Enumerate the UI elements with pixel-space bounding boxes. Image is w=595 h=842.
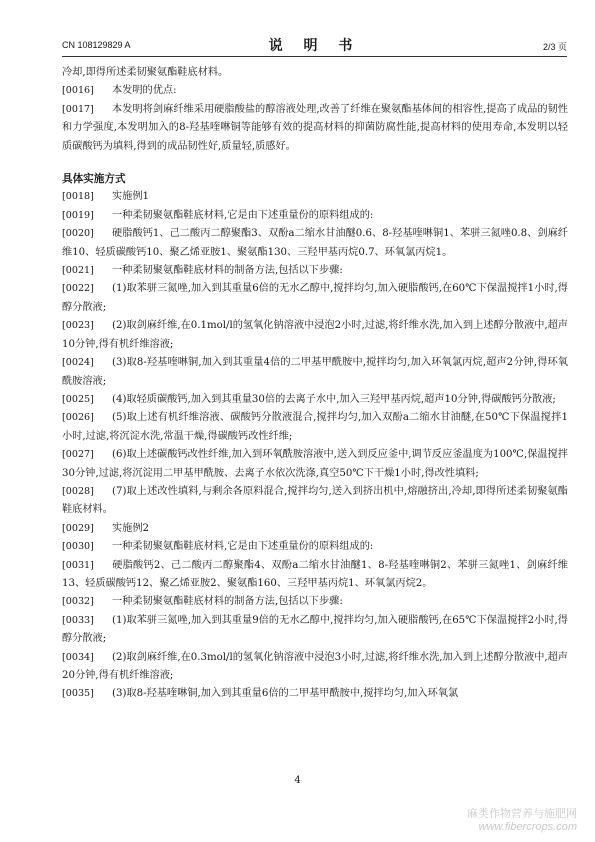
paragraph: [62, 354, 568, 391]
watermark: [467, 808, 577, 834]
paragraph-number: [0031]: [62, 559, 94, 571]
page-number: 4: [294, 775, 301, 786]
paragraph: [62, 64, 568, 82]
paragraph-number: [0025]: [62, 393, 94, 405]
paragraph-text: 一种柔韧聚氨酯鞋底材料,它是由下述重量份的原料组成的:: [112, 209, 374, 221]
paragraph: [62, 262, 568, 280]
paragraph-number: [0034]: [62, 651, 94, 663]
paragraph-text: 一种柔韧聚氨酯鞋底材料,它是由下述重量份的原料组成的:: [112, 541, 374, 553]
paragraph-number: [0032]: [62, 596, 94, 608]
page-fraction: 2/3 页: [542, 42, 567, 52]
paragraph-number: [0018]: [62, 191, 94, 203]
paragraph-number: [0026]: [62, 412, 94, 424]
paragraph-text: 冷却,即得所述柔韧聚氨酯鞋底材料。: [62, 67, 229, 78]
paragraph-number: [0021]: [62, 265, 94, 277]
paragraph: [62, 101, 568, 156]
paragraph-number: [0019]: [62, 209, 94, 221]
document-title: 说 明 书: [268, 38, 361, 54]
paragraph-text: (3)取8-羟基喹啉铜,加入到其重量4倍的二甲基甲酰胺中,搅拌均匀,加入环氧氯丙烷,超声2分钟,得环氧酰胺溶液;: [62, 357, 568, 387]
paragraph-text: 实施例1: [112, 191, 150, 203]
paragraph: [62, 82, 568, 100]
paragraph-number: [0016]: [62, 85, 94, 97]
paragraph-number: [0027]: [62, 449, 94, 461]
paragraph-text: 一种柔韧聚氨酯鞋底材料的制备方法,包括以下步骤:: [112, 265, 343, 277]
paragraph: [62, 593, 568, 611]
paragraph-text: (7)取上述改性填料,与剩余各原料混合,搅拌均匀,送入到挤出机中,熔融挤出,冷却,即得所述柔韧聚氨酯鞋底材料。: [62, 485, 568, 516]
paragraph-text: 硬脂酸钙2、己二酸丙二醇聚酯4、双酚a二缩水甘油醚1、8-羟基喹啉铜2、苯骈三氮唑1、剑麻纤维13、轻质碳酸钙12、聚乙烯亚胺2、聚氨酯160、三羟甲基丙烷1、环氧氯丙烷2。: [62, 559, 568, 589]
paragraph: [62, 520, 568, 538]
paragraph-text: (1)取苯骈三氮唑,加入到其重量6倍的无水乙醇中,搅拌均匀,加入硬脂酸钙,在60℃下保温搅拌1小时,得醇分散液;: [62, 283, 568, 313]
paragraph-number: [0028]: [62, 485, 94, 497]
paragraph-text: (4)取轻质碳酸钙,加入到其重量30倍的去离子水中,加入三羟甲基丙烷,超声10分钟,得碳酸钙分散液;: [112, 393, 556, 405]
paragraph: [62, 612, 568, 649]
paragraph-text: (3)取8-羟基喹啉铜,加入到其重量6倍的二甲基甲酰胺中,搅拌均匀,加入环氧氯: [112, 688, 459, 700]
paragraph-text: 本发明将剑麻纤维采用硬脂酸盐的醇溶液处理,改善了纤维在聚氨酯基体间的相容性,提高了成品的韧性和力学强度,本发明加入的8-羟基喹啉铜等能够有效的提高材料的抑菌防腐性能,提高材料的使用寿命,本发明以轻质碳酸钙为填料,得到的成品韧性好,质量轻,质感好。: [62, 103, 568, 152]
paragraph-text: 硬脂酸钙1、己二酸丙二醇聚酯3、双酚a二缩水甘油醚0.6、8-羟基喹啉铜1、苯骈三氮唑0.8、剑麻纤维10、轻质碳酸钙10、聚乙烯亚胺1、聚氨酯130、三羟甲基丙烷0.7、环氧氯丙烷1。: [62, 228, 568, 258]
paragraph-number: [0017]: [62, 103, 94, 115]
document-number: CN 108129829 A: [62, 40, 131, 50]
paragraph: [62, 557, 568, 594]
paragraph: [62, 649, 568, 686]
paragraph-number: [0020]: [62, 228, 94, 240]
watermark-site-name: 麻类作物营养与施肥网: [467, 808, 577, 820]
paragraph-number: [0035]: [62, 688, 94, 700]
paragraph: [62, 317, 568, 354]
section-heading: [62, 170, 568, 188]
paragraph-text: 实施例2: [112, 522, 150, 534]
paragraph: [62, 207, 568, 225]
document-body: [62, 64, 568, 704]
paragraph: [62, 280, 568, 317]
paragraph-text: (2)取剑麻纤维,在0.1mol/l的氢氧化钠溶液中浸泡2小时,过滤,将纤维水洗,加入到上述醇分散液中,超声10分钟,得有机纤维溶液;: [62, 320, 568, 350]
paragraph-number: [0033]: [62, 614, 94, 626]
paragraph-text: 一种柔韧聚氨酯鞋底材料的制备方法,包括以下步骤:: [112, 596, 343, 608]
paragraph-text: (6)取上述碳酸钙改性纤维,加入到环氧酰胺溶液中,送入到反应釜中,调节反应釜温度为100℃,保温搅拌30分钟,过滤,将沉淀用二甲基甲酰胺、去离子水依次洗涤,真空50℃下干燥1小时,得改性填料;: [62, 449, 568, 479]
paragraph-number: [0029]: [62, 522, 94, 534]
paragraph: [62, 685, 568, 703]
paragraph-text: (1)取苯骈三氮唑,加入到其重量9倍的无水乙醇中,搅拌均匀,加入硬脂酸钙,在65℃下保温搅拌2小时,得醇分散液;: [62, 614, 568, 645]
watermark-url: www.fibercrops.com: [478, 821, 577, 833]
paragraph-number: [0023]: [62, 320, 94, 332]
paragraph: [62, 409, 568, 446]
paragraph-number: [0024]: [62, 357, 94, 369]
paragraph-text: 本发明的优点:: [112, 85, 177, 97]
paragraph: [62, 225, 568, 262]
paragraph: [62, 483, 568, 520]
paragraph-text: 具体实施方式: [62, 173, 126, 186]
paragraph: [62, 538, 568, 556]
paragraph: [62, 391, 568, 409]
page-header: [62, 34, 567, 57]
paragraph-number: [0030]: [62, 541, 94, 553]
paragraph-number: [0022]: [62, 283, 94, 295]
paragraph-text: (2)取剑麻纤维,在0.3mol/l的氢氧化钠溶液中浸泡3小时,过滤,将纤维水洗,加入到上述醇分散液中,超声20分钟,得有机纤维溶液;: [62, 651, 568, 681]
paragraph: [62, 188, 568, 206]
paragraph: [62, 446, 568, 483]
paragraph-text: (5)取上述有机纤维溶液、碳酸钙分散液混合,搅拌均匀,加入双酚a二缩水甘油醚,在50℃下保温搅拌1小时,过滤,将沉淀水洗,常温干燥,得碳酸钙改性纤维;: [62, 412, 568, 442]
